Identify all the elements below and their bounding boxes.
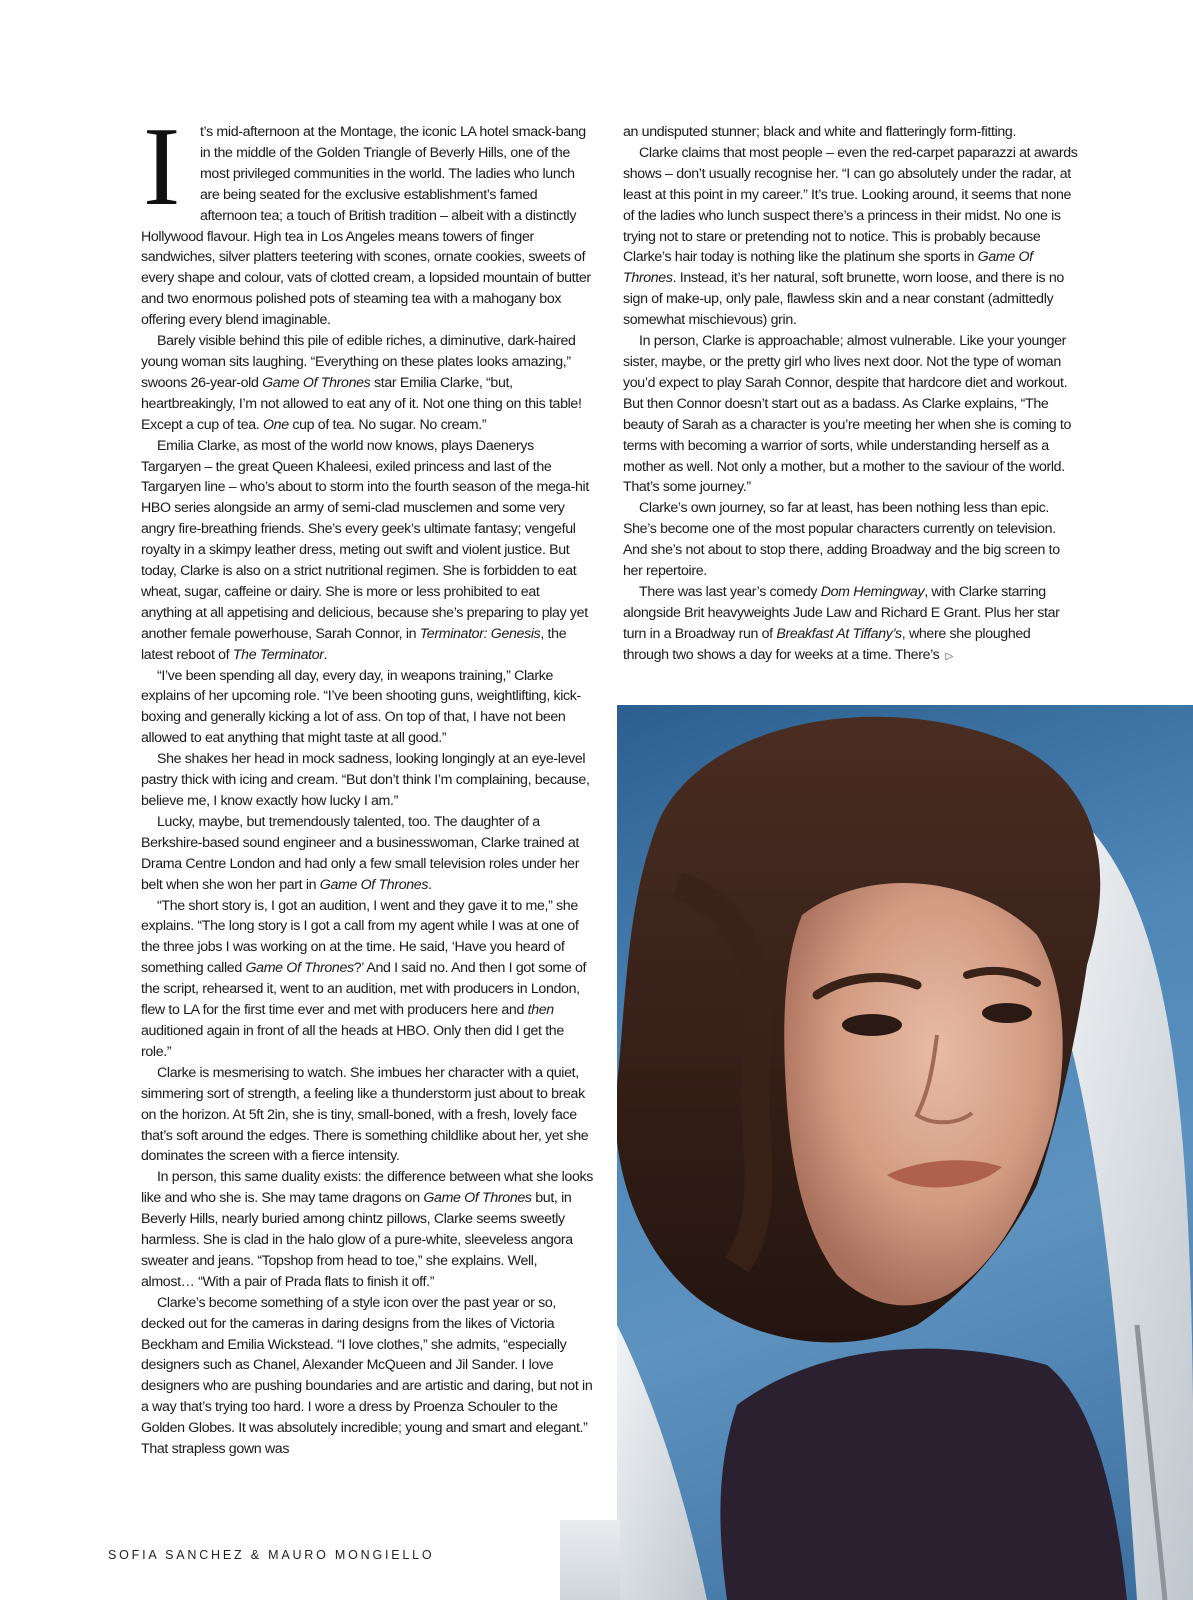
paragraph-10: Clarke’s become something of a style icon over the past year or so, decked out for the cameras in daring designs from the likes of Victoria Beckham and Emilia Wickstead. “I love clothes,” she admits, “especially designers such as Chanel, Alexander McQueen and Jil Sander. I love designers who are pushing boundaries and are artistic and daring, but not in a way that’s trying too hard. I wore a dress by Proenza Schouler to the Golden Globes. It was absolutely incredible; young and smart and elegant.” That strapless gown was xyxy=(141,1294,593,1458)
italic-emphasis: then xyxy=(527,1002,554,1019)
paragraph-3 xyxy=(141,436,593,666)
hood-edge-photo-fragment xyxy=(560,1520,620,1600)
text-run: . Instead, it’s her natural, soft brunette, worn loose, and there is no sign of make-up, only pale, flawless skin and a near constant (admittedly somewhat mischievous) grin. xyxy=(623,270,1064,329)
paragraph-5: She shakes her head in mock sadness, looking longingly at an eye-level pastry thick with icing and cream. “But don’t think I’m complaining, because, believe me, I know exactly how lucky I am.” xyxy=(141,751,590,809)
paragraph-2 xyxy=(141,331,593,436)
text-run: . xyxy=(428,876,432,893)
photo-credit: SOFIA SANCHEZ & MAURO MONGIELLO xyxy=(108,1548,435,1562)
text-run: star Emilia Clarke, “but, heartbreakingly, I’m not allowed to eat any of it. Not one thing on this table! Except a cup of tea. xyxy=(141,374,582,433)
text-run: Emilia Clarke, as most of the world now knows, plays Daenerys Targaryen – the great Queen Khaleesi, exiled princess and last of the Targaryen line – who’s about to storm into the fourth season of the mega-hit HBO series alongside an army of semi-clad musclemen and some very angry fire-breathing friends. She’s every geek’s ultimate fantasy; vengeful royalty in a skimpy leather dress, meting out swift and violent justice. But today, Clarke is also on a strict nutritional regimen. She is forbidden to eat wheat, sugar, caffeine or dairy. She is more or less prohibited to eat anything at all appetising and delicious, because she’s preparing to play yet another female powerhouse, Sarah Connor, in xyxy=(141,437,589,642)
text-run: Lucky, maybe, but tremendously talented, too. The daughter of a Berkshire-based sound engineer and a businesswoman, Clarke trained at Drama Centre London and had only a few small television roles under her belt when she won her part in xyxy=(141,813,580,893)
shirt-shape xyxy=(720,1349,1127,1600)
paragraph-7 xyxy=(141,896,593,1063)
paragraph-1 xyxy=(141,105,593,331)
eye-shape xyxy=(842,1014,902,1036)
text-run: There was last year’s comedy xyxy=(639,583,821,600)
paragraph-11 xyxy=(623,143,1078,331)
italic-title: Terminator: Genesis xyxy=(419,625,541,642)
eye-shape xyxy=(982,1003,1032,1023)
text-run: ?’ And I said no. And then I got some of the script, rehearsed it, went to an audition, met with producers in London, flew to LA for the first time ever and met with producers here and xyxy=(141,960,587,1019)
drop-cap: I xyxy=(143,105,180,229)
portrait-illustration xyxy=(617,705,1193,1600)
italic-title: Game Of Thrones xyxy=(319,876,429,893)
text-run: Barely visible behind this pile of edible riches, a diminutive, dark-haired young woman sits laughing. “Everything on these plates looks amazing,” swoons 26-year-old xyxy=(141,333,576,391)
italic-title: Breakfast At Tiffany’s xyxy=(776,625,902,642)
paragraph-continued: an undisputed stunner; black and white and flatteringly form-fitting. xyxy=(623,124,1017,140)
text-run: cup of tea. No sugar. No cream.” xyxy=(288,416,487,433)
paragraph-6 xyxy=(141,812,593,896)
text-run: Clarke claims that most people – even the red-carpet paparazzi at awards shows – don’t usually recognise her. “I can go absolutely under the radar, at least at this point in my career.” It’s true. Looking around, it seems that none of the ladies who lunch suspect there’s a princess in their midst. No one is trying not to stare or pretending not to notice. This is probably because Clarke’s hair today is nothing like the platinum she sports in xyxy=(623,144,1078,266)
paragraph-13: Clarke’s own journey, so far at least, has been nothing less than epic. She’s become one of the most popular characters currently on television. And she’s not about to stop there, adding Broadway and the big screen to her repertoire. xyxy=(623,500,1060,580)
italic-title: The Terminator xyxy=(232,646,324,663)
italic-title: Game Of Thrones xyxy=(262,374,371,391)
italic-title: Dom Hemingway xyxy=(820,583,925,600)
hood-left-shape xyxy=(617,1325,707,1600)
article-column-right xyxy=(623,122,1078,668)
paragraph-12: In person, Clarke is approachable; almost vulnerable. Like your younger sister, maybe, or the pretty girl who lives next door. Not the type of woman you’d expect to play Sarah Connor, despite that hardcore diet and workout. But then Connor doesn’t start out as a badass. As Clarke explains, “The beauty of Sarah as a character is you’re meeting her when she is coming to terms with becoming a warrior of sorts, while understanding herself as a mother as well. Not only a mother, but a mother to the saviour of the world. That’s some journey.” xyxy=(623,333,1072,496)
text-run: but, in Beverly Hills, nearly buried among chintz pillows, Clarke seems sweetly harmless. She is clad in the halo glow of a pure-white, sleeveless angora sweater and jeans. “Topshop from head to toe,” she explains. Well, almost… “With a pair of Prada flats to finish it off.” xyxy=(141,1190,573,1290)
text-run: , the latest reboot of xyxy=(141,625,567,663)
portrait-photo xyxy=(617,705,1193,1600)
text-run: . xyxy=(323,646,328,663)
italic-title: Game Of Thrones xyxy=(245,960,354,977)
article-column-left xyxy=(141,105,593,1460)
text-run: , with Clarke starring alongside Brit heavyweights Jude Law and Richard E Grant. Plus her star turn in a Broadway run of xyxy=(623,583,1060,642)
paragraph-8: Clarke is mesmerising to watch. She imbues her character with a quiet, simmering sort of strength, a feeling like a thunderstorm just about to break on the horizon. At 5ft 2in, she is tiny, small-boned, with a fresh, lovely face that’s soft around the edges. There is something childlike about her, yet she dominates the screen with a fierce intensity. xyxy=(141,1064,589,1165)
italic-emphasis: One xyxy=(263,416,289,433)
text-run: , where she ploughed through two shows a day for weeks at a time. There’s xyxy=(623,625,1031,663)
paragraph-1-text: t’s mid-afternoon at the Montage, the iconic LA hotel smack-bang in the middle of the Golden Triangle of Beverly Hills, one of the most privileged communities in the world. The ladies who lunch are being seated for the exclusive establishment’s famed afternoon tea; a touch of British tradition – albeit with a distinctly Hollywood flavour. High tea in Los Angeles means towers of finger sandwiches, silver platters teetering with scones, ornate cookies, sweets of every shape and colour, vats of clotted cream, a lopsided mountain of butter and two enormous polished pots of steaming tea with a mahogany box offering every blend imaginable. xyxy=(141,124,591,329)
text-run: In person, this same duality exists: the difference between what she looks like and who she is. She may tame dragons on xyxy=(141,1169,593,1207)
text-run: “The short story is, I got an audition, I went and they gave it to me,” she explains. “The long story is I got a call from my agent while I was at one of the three jobs I was working on at the time. He said, ‘Have you heard of something called xyxy=(141,897,579,977)
paragraph-9 xyxy=(141,1167,593,1292)
text-run: auditioned again in front of all the heads at HBO. Only then did I get the role.” xyxy=(141,1022,564,1060)
italic-title: Game Of Thrones xyxy=(423,1190,532,1207)
continue-arrow-icon: ▷ xyxy=(945,650,953,662)
paragraph-4: “I’ve been spending all day, every day, in weapons training,” Clarke explains of her upcoming role. “I’ve been shooting guns, weightlifting, kick-boxing and generally kicking a lot of ass. On top of that, I have not been allowed to eat anything that might taste at all good.” xyxy=(141,667,581,747)
paragraph-14 xyxy=(623,582,1078,668)
italic-title: Game Of Thrones xyxy=(623,249,1033,287)
